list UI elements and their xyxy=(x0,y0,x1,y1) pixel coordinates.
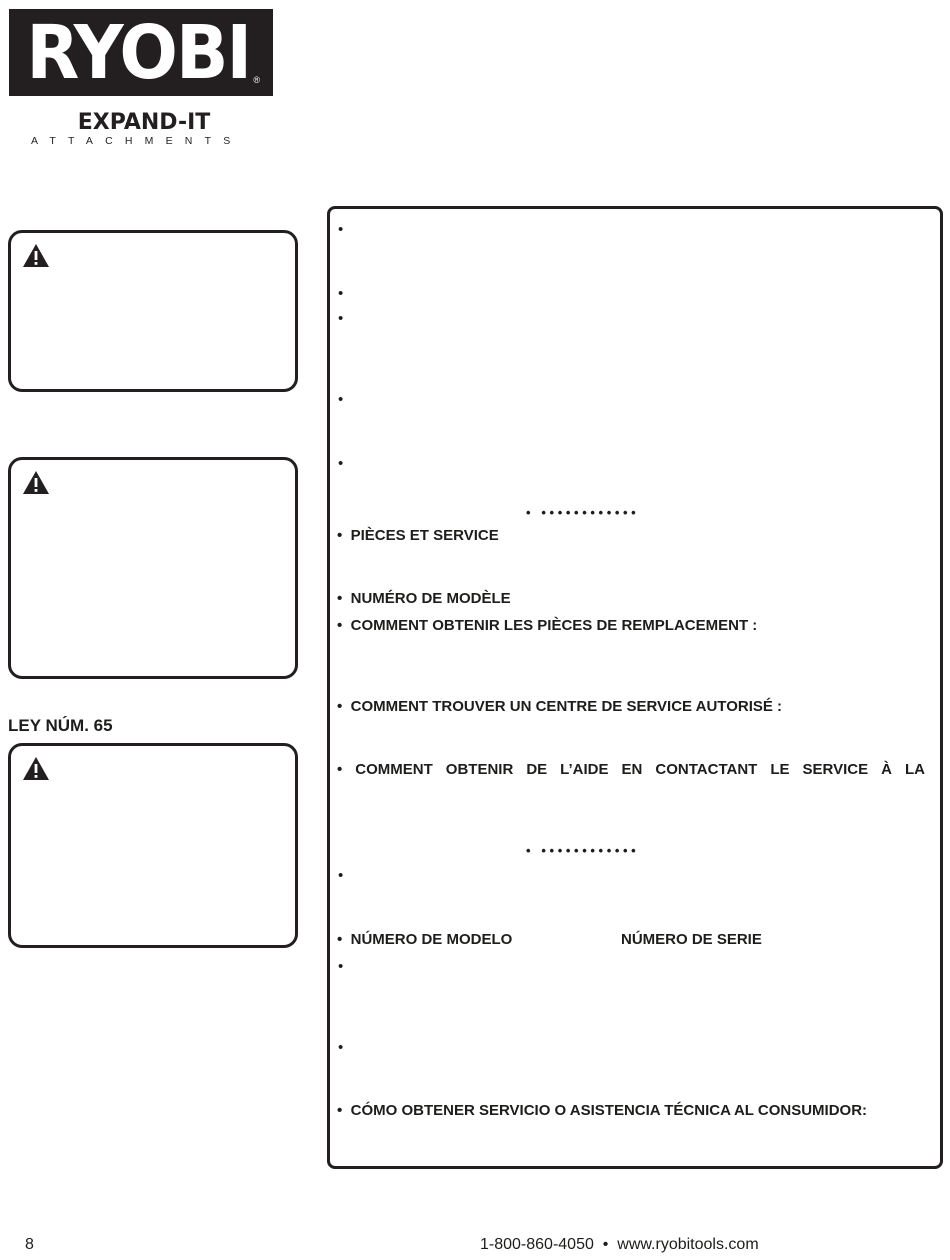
bullet: • xyxy=(338,455,344,472)
service-info-box xyxy=(327,206,943,1169)
fr-service-center-item xyxy=(337,697,782,717)
bullet: • xyxy=(338,958,344,975)
footer-separator: • xyxy=(602,1236,609,1253)
bullet: • xyxy=(338,285,344,302)
fr-help-word: À xyxy=(881,761,892,778)
bullet: • xyxy=(337,931,343,948)
bullet: • xyxy=(337,761,343,778)
bullet: • xyxy=(337,590,343,607)
phone-number: 1-800-860-4050 xyxy=(480,1236,594,1253)
fr-help-word: L’AIDE xyxy=(560,761,609,778)
registered-mark: ® xyxy=(253,75,260,85)
law-heading: LEY NÚM. 65 xyxy=(8,716,113,735)
bullet: • xyxy=(337,1102,343,1119)
es-model-serial-item xyxy=(337,930,512,950)
warning-triangle-icon xyxy=(22,470,50,495)
bullet: • xyxy=(338,391,344,408)
bullet: • xyxy=(338,867,344,884)
warning-box-2 xyxy=(8,457,298,679)
bullet: • xyxy=(337,698,343,715)
es-model-number-text: NÚMERO DE MODELO xyxy=(350,931,513,948)
expand-it-title: EXPAND-IT xyxy=(77,110,211,135)
page-number: 8 xyxy=(25,1236,34,1253)
fr-service-center-text: COMMENT TROUVER UN CENTRE DE SERVICE AUTORISÉ : xyxy=(350,698,783,715)
ryobi-logo xyxy=(9,9,273,96)
fr-parts-service-text: PIÈCES ET SERVICE xyxy=(350,527,499,544)
fr-help-word: COMMENT xyxy=(355,761,433,778)
fr-help-word: DE xyxy=(526,761,548,778)
section-separator: • • • • • • • • • • • • • xyxy=(526,843,636,858)
bullet: • xyxy=(337,527,343,544)
expand-it-subtitle: ATTACHMENTS xyxy=(31,135,243,147)
bullet: • xyxy=(338,310,344,327)
warning-box-1 xyxy=(8,230,298,392)
warning-triangle-icon xyxy=(22,756,50,781)
fr-replacement-parts-text: COMMENT OBTENIR LES PIÈCES DE REMPLACEMENT : xyxy=(350,617,758,634)
fr-help-word: LA xyxy=(905,761,925,778)
bullet: • xyxy=(337,617,343,634)
expand-it-logo xyxy=(29,112,259,147)
fr-help-word: CONTACTANT xyxy=(655,761,758,778)
ryobi-logo-text: RYOBI xyxy=(26,9,250,96)
bullet: • xyxy=(338,1039,344,1056)
footer-contact xyxy=(480,1236,759,1254)
fr-parts-service-item xyxy=(337,526,499,546)
fr-help-word: EN xyxy=(621,761,643,778)
bullet: • xyxy=(338,221,344,238)
section-separator: • • • • • • • • • • • • • xyxy=(526,505,636,520)
es-service-assistance-item xyxy=(337,1101,867,1121)
fr-help-word: SERVICE xyxy=(802,761,869,778)
fr-model-number-text: NUMÉRO DE MODÈLE xyxy=(350,590,511,607)
fr-help-word: LE xyxy=(770,761,790,778)
warning-triangle-icon xyxy=(22,243,50,268)
fr-replacement-parts-item xyxy=(337,616,757,636)
fr-model-number-item xyxy=(337,589,511,609)
es-service-assistance-text: CÓMO OBTENER SERVICIO O ASISTENCIA TÉCNICA AL CONSUMIDOR: xyxy=(350,1102,868,1119)
website-link[interactable]: www.ryobitools.com xyxy=(617,1236,759,1253)
fr-customer-help-item xyxy=(337,760,925,780)
fr-help-word: OBTENIR xyxy=(445,761,514,778)
warning-box-3 xyxy=(8,743,298,948)
es-serial-number-text: NÚMERO DE SERIE xyxy=(621,931,762,948)
